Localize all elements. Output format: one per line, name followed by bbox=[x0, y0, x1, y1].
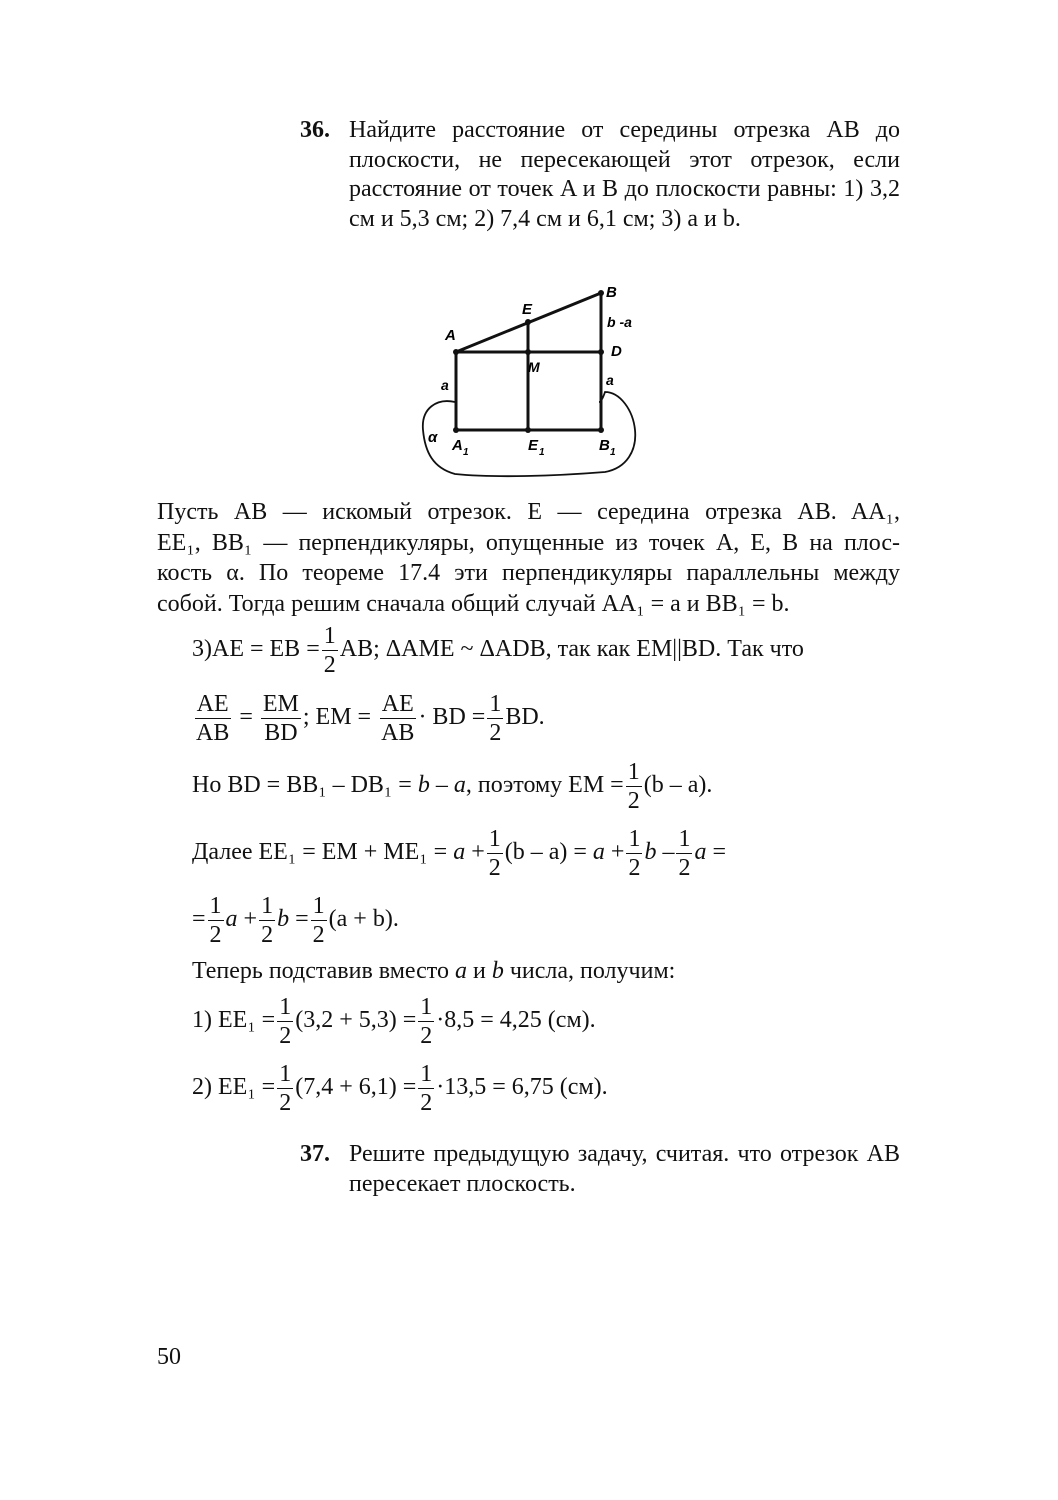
page-number: 50 bbox=[157, 1344, 181, 1370]
label-e-point: E bbox=[522, 301, 533, 318]
label-a-left: a bbox=[441, 377, 449, 393]
equation-8: 2) EE₁ = $\frac{1}{2}$ (7,4 + 6,1) = $\frac{1}{2}$ ·13,5 = 6,75 (см). bbox=[192, 1061, 608, 1116]
equation-1: 3)AE = EB = $\frac{1}{2}$ AB; ΔAME ~ ΔADB, так как EM||BD. Так что bbox=[192, 623, 804, 678]
equation-5: = $\frac{1}{2}$ a + $\frac{1}{2}$ b = $\frac{1}{2}$ (a + b). bbox=[192, 893, 399, 948]
label-b-minus-a: b -a bbox=[607, 314, 632, 330]
svg-text:1: 1 bbox=[610, 447, 616, 458]
problem-36 bbox=[300, 116, 900, 234]
label-d-point: D bbox=[611, 343, 622, 360]
label-a-point: A bbox=[445, 327, 456, 344]
label-b-point: B bbox=[606, 284, 617, 301]
svg-text:1: 1 bbox=[539, 447, 545, 458]
label-m-point: M bbox=[528, 359, 540, 375]
problem-37 bbox=[300, 1140, 900, 1199]
equation-2: $\frac{AE}{AB}$ = $\frac{EM}{BD}$ ; EM = $\frac{AE}{AB}$ · BD = $\frac{1}{2}$ BD. bbox=[196, 691, 545, 746]
equation-4: Далее EE₁ = EM + ME₁ = a + $\frac{1}{2}$ (b – a) = a + $\frac{1}{2}$ b – $\frac{1}{2}$ a = bbox=[192, 826, 726, 881]
svg-text:1: 1 bbox=[463, 447, 469, 458]
label-alpha: α bbox=[428, 429, 438, 446]
problem-number: 36. bbox=[300, 117, 330, 143]
label-a-right: a bbox=[606, 372, 614, 388]
equation-6: Теперь подставив вместо a и b числа, получим: bbox=[192, 958, 676, 984]
label-b1-point: B bbox=[599, 437, 610, 454]
equation-3: Но BD = BB₁ – DB₁ = b – a, поэтому EM = $\frac{1}{2}$ (b – a). bbox=[192, 759, 713, 814]
problem-number: 37. bbox=[300, 1141, 330, 1167]
problem-text: Решите предыдущую задачу, считая. что отрезок AB пересекает плоскость. bbox=[349, 1141, 900, 1197]
label-a1-point: A bbox=[452, 437, 463, 454]
problem-text: Найдите расстояние от середины отрезка AB до плоскости, не пересекающей этот отрезок, если расстояние от точек A и B до плоскости равны: 1) 3,2 см и 5,3 см; 2) 7,4 см и 6,1 см; 3) a и b. bbox=[349, 117, 900, 232]
label-e1-point: E bbox=[528, 437, 539, 454]
equation-7: 1) EE₁ = $\frac{1}{2}$ (3,2 + 5,3) = $\frac{1}{2}$ ·8,5 = 4,25 (см). bbox=[192, 994, 596, 1049]
geometry-figure bbox=[415, 280, 655, 490]
solution-paragraph: Пусть AB — искомый отрезок. E — середина отрезка AB. AA₁, EE₁, BB₁ — перпендикуляры, опущенные из точек A, E, B на плос- кость α. По теореме 17.4 эти перпендикуляры параллельны между собой. Тогда решим сначала общий случай AA₁ = a и BB₁ = b. bbox=[157, 499, 900, 617]
